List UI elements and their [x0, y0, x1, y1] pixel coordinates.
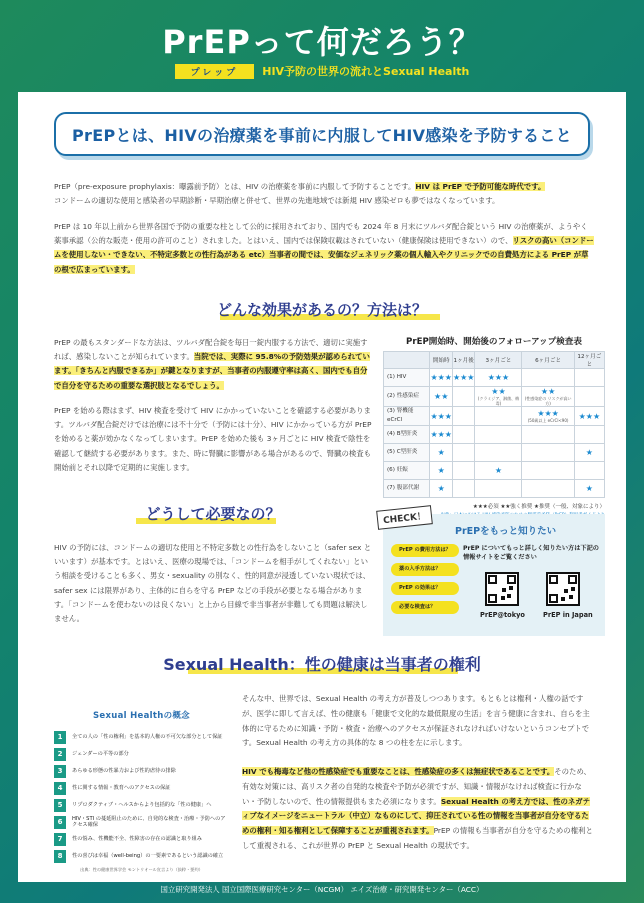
table-cell: [475, 369, 522, 387]
table-cell: [574, 369, 604, 387]
table-cell: [452, 426, 475, 444]
site-label-japan: PrEP in Japan: [543, 611, 593, 619]
star-rating: ★: [585, 484, 593, 493]
table-cell: [574, 480, 604, 498]
table-cell: [430, 480, 453, 498]
item-text: 性の悩み、性機能不全、性障害の存在の認識と取り組み: [72, 835, 202, 842]
table-row: [384, 426, 605, 444]
table-cell: [522, 369, 574, 387]
list-item: [54, 780, 229, 796]
table-cell: [475, 462, 522, 480]
star-rating: ★: [437, 484, 445, 493]
why-paragraph: HIV の予防には、コンドームの適切な使用と不特定多数との性行為をしないこと（safer sex といいます）が基本です。とはいえ、医療の現場では、「コンドームを相手がしてくれない」という相談を受けることも多く、男女・sexuality の別なく、性的同意が浸透していない現状では、safer sex には限界があり、主体的に自らを守る PrEP などの手段が必要となる場合があります。「コンドームを使わないのは良くない」と上から目線で非当事者が非難しても問題は解決しません。: [54, 543, 372, 624]
star-rating: ★: [437, 466, 445, 475]
subtitle-row: [0, 63, 644, 79]
item-number: 4: [54, 782, 66, 795]
table-column-header: 1ヶ月後: [452, 352, 475, 369]
item-text: あらゆる形態の性暴力および性的虐待の排除: [72, 767, 176, 774]
list-item: [54, 746, 229, 762]
check-badge: CHECK！: [376, 505, 433, 530]
item-text: ジェンダーの平等の部分: [72, 750, 129, 757]
table-column-header: 3ヶ月ごと: [475, 352, 522, 369]
table-cell: [430, 387, 453, 407]
item-number: 7: [54, 833, 66, 846]
why-heading: どうして必要なの？: [145, 505, 281, 523]
sexual-health-paragraph-1: そんな中、世界では、Sexual Health の考え方が普及しつつあります。もともとは権利・人権の話ですが、医学に即して言えば、性の健康も「健康で文化的な最低限度の生活」を言う健康に含まれ、自らを主体的に守るために知識・予防・検査・治療へのアクセスが保証されなければいけないというコンセプトです。Sexual Health の考え方の具体的な 8 つの柱を左に示します。: [242, 694, 590, 748]
star-rating: ★★★: [430, 373, 452, 382]
item-number: 1: [54, 731, 66, 744]
row-label: (6) 妊娠: [384, 462, 430, 480]
item-number: 5: [54, 799, 66, 812]
star-rating: ★: [437, 448, 445, 457]
concept-list-title: Sexual Healthの概念: [93, 711, 190, 721]
qr-code-prep-tokyo[interactable]: [485, 572, 519, 606]
table-cell: [574, 407, 604, 426]
table-cell: [452, 444, 475, 462]
sexual-health-concept-list: [54, 709, 229, 873]
star-rating: ★★: [434, 392, 449, 401]
sexual-health-heading: Sexual Health：性の健康は当事者の権利: [163, 655, 481, 674]
table-cell: [430, 426, 453, 444]
effect-paragraph-2: PrEP を始める際はまず、HIV 検査を受けて HIV にかかっていないことを確認する必要があります。ツルバダ配合錠だけでは治療には不十分で（予防には十分）、HIV にかかっている方が PrEP を始めると薬が効かなくなってしまいます。PrEP を始めた後も 3ヶ月ごとに HIV 検査で陰性を確認して継続する必要があります。また、時に腎臓に影響がある場合があるので、腎臓の検査も開始前とそれ以降で定期的に実施します。: [54, 406, 372, 472]
table-cell: [522, 444, 574, 462]
table-cell: [522, 387, 574, 407]
cell-note: (クラミジア、淋菌、梅毒): [477, 396, 520, 406]
effect-heading: どんな効果があるの？方法は？: [216, 301, 427, 319]
cell-note: (50歳以上 eCrCl<90): [527, 418, 569, 423]
table-cell: [475, 444, 522, 462]
table-row: [384, 444, 605, 462]
item-number: 8: [54, 850, 66, 863]
followup-test-table: [383, 335, 605, 518]
table-cell: [452, 462, 475, 480]
title-ruby: プレップ: [175, 64, 255, 79]
page-title: PrEPって何だろう？: [162, 23, 482, 61]
definition-banner: [54, 112, 590, 156]
table-column-header: 6ヶ月ごと: [522, 352, 574, 369]
table-row: [384, 407, 605, 426]
table-cell: [430, 407, 453, 426]
question-effect: PrEP の効果は？: [391, 582, 459, 595]
star-rating: ★★: [491, 387, 506, 396]
site-label-tokyo: PrEP@tokyo: [480, 611, 525, 619]
star-rating: ★★★: [430, 411, 452, 421]
item-text: 性の喜びは幸福（well-being）の一要素であるという認識の確立: [72, 852, 224, 859]
cell-note: (性感染症の リスクが高い方): [524, 396, 572, 406]
table-cell: [522, 426, 574, 444]
star-rating: ★★★: [487, 373, 510, 382]
row-label: (5) C型肝炎: [384, 444, 430, 462]
table-cell: [430, 444, 453, 462]
sexual-health-paragraph-2: HIV でも梅毒など他の性感染症でも重要なことは、性感染症の多くは無症状であることです。そのため、有効な対策には、高リスク者の自発的な検査や予防が必須ですが、知識・情報がなければ検査に行かない・予防しないので、性の情報提供もまた必須になります。Sexual Health の考え方では、性のネガティブなイメージをニュートラル（中立）なものにして、抑圧されている性の情報を当事者が自分を守るための権利・知る権利として保障することが重視されます。PrEP の情報も当事者が自分を守るための権利として重視される、これが世界の PrEP と Sexual Health の現状です。: [242, 767, 593, 850]
list-item: [54, 763, 229, 779]
table-cell: [452, 369, 475, 387]
question-tests: 必要な検査は？: [391, 601, 459, 614]
star-rating: ★★★: [537, 409, 559, 418]
table-cell: [522, 462, 574, 480]
table-cell: [430, 369, 453, 387]
table-row: [384, 462, 605, 480]
table-row: [384, 480, 605, 498]
check-title: PrEPをもっと知りたい: [455, 526, 557, 537]
table-column-header: 12ヶ月ごと: [574, 352, 604, 369]
star-rating: ★★★: [430, 430, 452, 439]
row-label: (2) 性感染症: [384, 387, 430, 407]
row-label: (1) HIV: [384, 369, 430, 387]
list-item: [54, 831, 229, 847]
table-column-header: 開始時: [430, 352, 453, 369]
table-cell: [452, 407, 475, 426]
table-cell: [522, 480, 574, 498]
question-cost: PrEP の費用方法は？: [391, 544, 459, 557]
table-cell: [475, 387, 522, 407]
table-title: PrEP開始時、開始後のフォローアップ検査表: [406, 337, 582, 347]
star-rating: ★★: [540, 387, 556, 396]
page-header: [0, 0, 644, 92]
concept-list-source: 出典：性の健康世界学会 モントリオール宣言より（抜粋・要約）: [80, 867, 203, 872]
check-answer: PrEP についてもっと詳しく知りたい方は下記の情報サイトをご覧ください: [463, 545, 599, 561]
table-cell: [574, 444, 604, 462]
table-cell: [452, 480, 475, 498]
row-label: (3) 腎機能 eCrCl: [384, 407, 430, 426]
table-corner: [384, 352, 430, 369]
list-item: [54, 797, 229, 813]
table-cell: [475, 480, 522, 498]
list-item: [54, 848, 229, 864]
star-rating: ★★★: [578, 411, 601, 421]
list-item: [54, 814, 229, 830]
table-cell: [522, 407, 574, 426]
star-rating: ★: [494, 466, 503, 475]
item-text: リプロダクティブ・ヘルスからより包括的な「性の健康」へ: [72, 801, 212, 808]
row-label: (4) B型肝炎: [384, 426, 430, 444]
banner-text: PrEPとは、HIVの治療薬を事前に内服してHIV感染を予防すること: [72, 125, 572, 145]
table-cell: [452, 387, 475, 407]
page-subtitle: HIV予防の世界の流れとSexual Health: [262, 65, 470, 78]
table-cell: [475, 407, 522, 426]
table-cell: [475, 426, 522, 444]
row-label: (7) 腹部代謝: [384, 480, 430, 498]
content-sheet: [18, 92, 626, 882]
table-cell: [574, 387, 604, 407]
intro-paragraph-2: PrEP は 10 年以上前から世界各国で予防の重要な柱として公的に採用されており、国内でも 2024 年 8 月末にツルバダ配合錠という HIV の治療薬が、ようやく薬事承認（公的な販売・使用の許可のこと）されました。とはいえ、国内では保険収載はされていない（健康保険は使用できない）ので、リスクの高い（コンドームを使用しない・できない、不特定多数との性行為がある etc）当事者の間では、安価なジェネリック薬の個人輸入やクリニックでの自費処方による PrEP が草の根で広まっています。: [54, 222, 594, 274]
table-row: [384, 387, 605, 407]
star-rating: ★★★: [452, 373, 475, 382]
question-obtain: 薬の入手方法は？: [391, 563, 459, 576]
star-rating: ★: [585, 448, 593, 457]
table-legend: ★★★必須 ★★強く推奨 ★推奨（一般、対象により）: [472, 504, 605, 510]
effect-paragraph-1: PrEP の最もスタンダードな方法は、ツルバダ配合錠を毎日一錠内服する方法で、適切に実施すれば、感染しないことが知られています。当院では、実際に 95.8%の予防効果が認められています。「きちんと内服できるか」が鍵となりますが、当事者の内服遵守率は高く、国内でも自分で自分を守るための重要な選択肢となるでしょう。: [54, 338, 370, 390]
intro-paragraph-1: PrEP（pre-exposure prophylaxis：曝露前予防）とは、HIV の治療薬を事前に内服して予防することです。HIV は PrEP で予防可能な時代です。 コンドームの適切な使用と感染者の早期診断・早期治療と併せて、世界の先進地域では新規 HIV 感染ゼロも夢ではなくなっています。: [54, 182, 546, 206]
table-cell: [430, 462, 453, 480]
table-row: [384, 369, 605, 387]
qr-code-prep-japan[interactable]: [546, 572, 580, 606]
item-number: 6: [54, 816, 66, 829]
footer-organization: 国立研究開発法人 国立国際医療研究センター（NCGM） エイズ治療・研究開発センター（ACC）: [160, 885, 484, 894]
item-text: HIV・STI の蔓延阻止のために、自発的な検査・治療・予防へのアクセス確保: [72, 815, 226, 828]
item-text: 全ての人の「性の権利」を基本的人権の不可欠な部分として保証: [72, 733, 223, 740]
list-item: [54, 729, 229, 745]
item-text: 性に関する情報・教育へのアクセスの保証: [72, 784, 171, 791]
table-cell: [574, 462, 604, 480]
check-box: [382, 511, 605, 636]
item-number: 3: [54, 765, 66, 778]
item-number: 2: [54, 748, 66, 761]
table-cell: [574, 426, 604, 444]
test-schedule-table: [383, 351, 605, 498]
